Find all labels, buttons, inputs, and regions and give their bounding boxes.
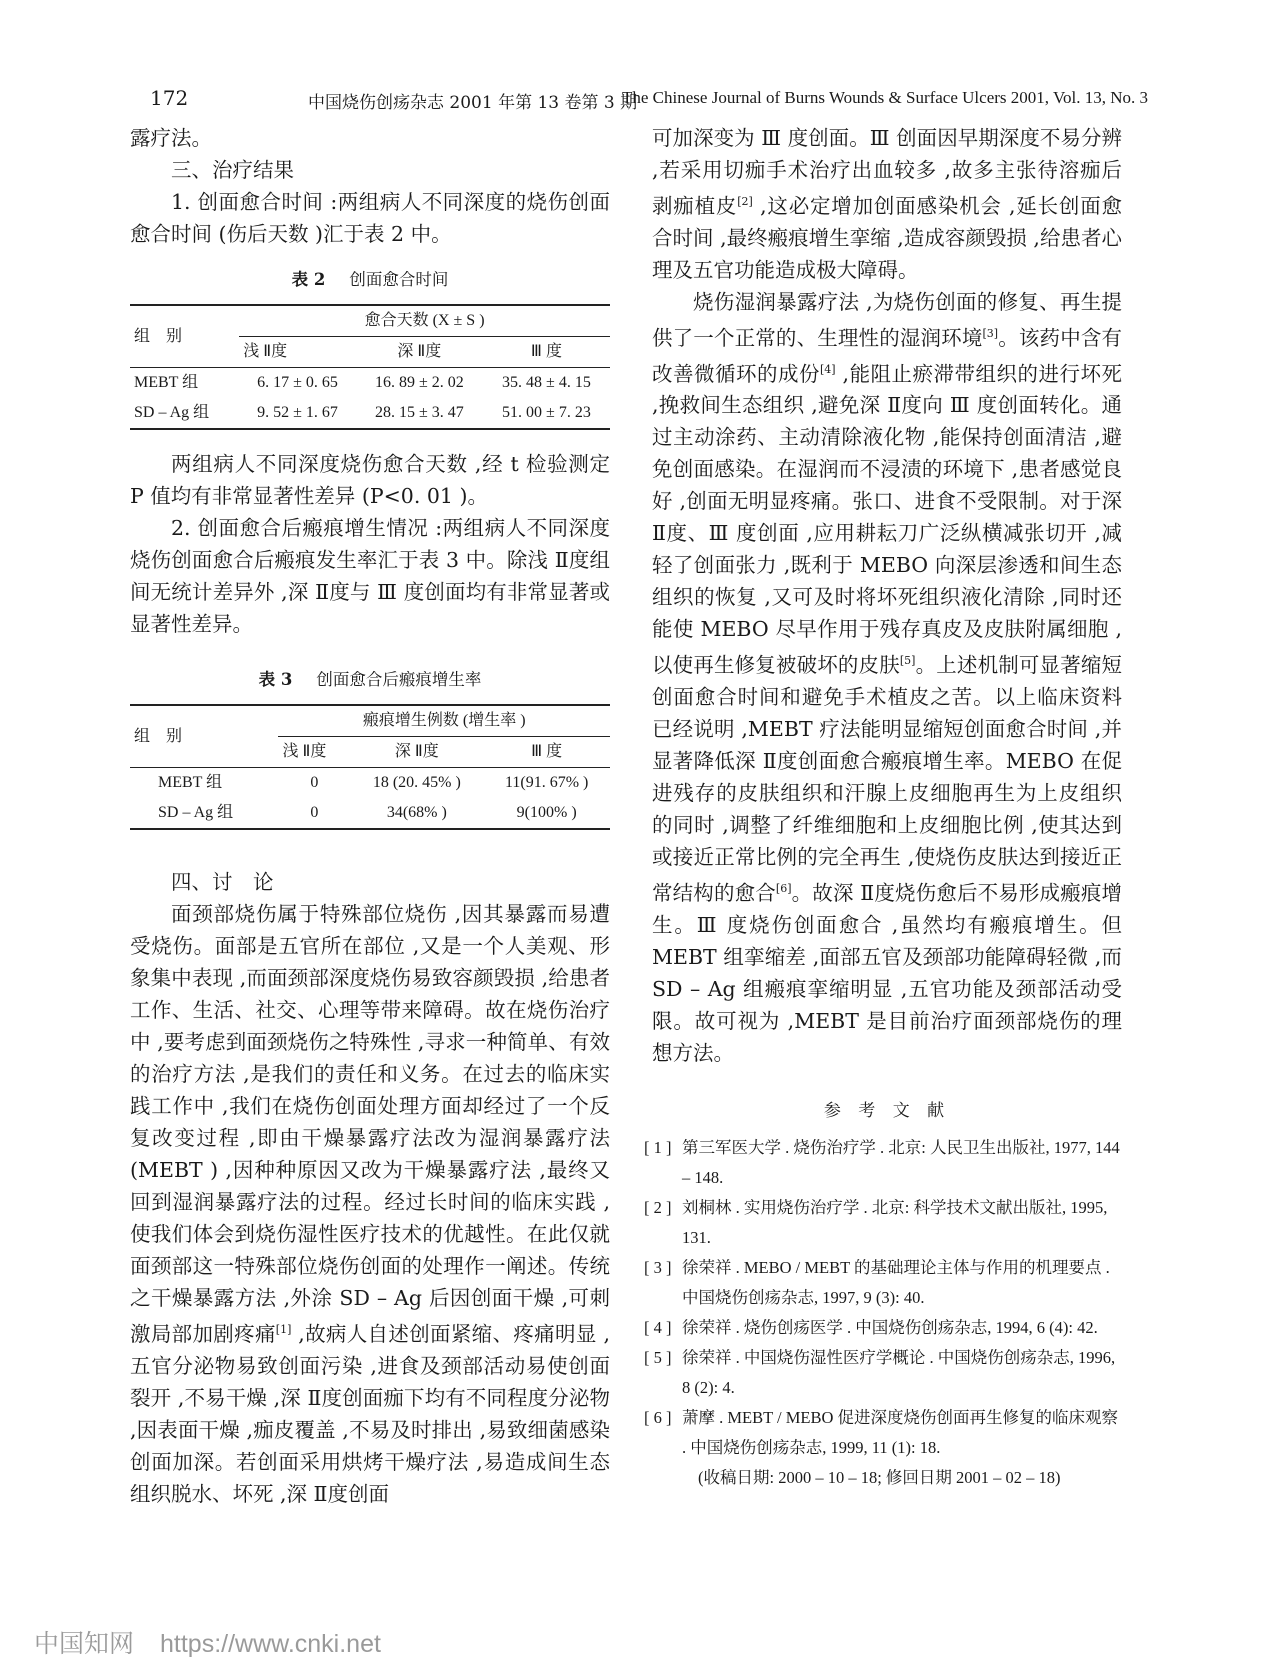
reference-item: [644, 1253, 1122, 1313]
reference-item: [644, 1133, 1122, 1193]
reference-text: 刘桐林 . 实用烧伤治疗学 . 北京: 科学技术文献出版社, 1995, 131.: [682, 1198, 1108, 1248]
watermark-site: https://www.cnki.net: [160, 1630, 381, 1658]
reference-text: 第三军医大学 . 烧伤治疗学 . 北京: 人民卫生出版社, 1977, 144 – 148.: [682, 1138, 1120, 1188]
citation: [4]: [819, 362, 836, 376]
journal-title-en: The Chinese Journal of Burns Wounds & Surface Ulcers 2001, Vol. 13, No. 3: [622, 88, 1149, 107]
paragraph: [652, 286, 1122, 1069]
received-date: (收稿日期: 2000 – 10 – 18; 修回日期 2001 – 02 – 18): [698, 1468, 1061, 1488]
table-header-col: 深 Ⅱ度: [356, 337, 483, 368]
table-cell: 0: [310, 774, 319, 791]
table-header-col: Ⅲ 度: [483, 737, 610, 768]
paragraph: 两组病人不同深度烧伤愈合天数 ,经 t 检验测定 P 值均有非常显著性差异 (P<0. 01 )。: [130, 452, 610, 508]
reference-number: [ 2 ]: [644, 1198, 672, 1218]
citation: [3]: [982, 326, 999, 340]
text-run: 。故深 Ⅱ度烧伤愈后不易形成瘢痕增生。Ⅲ 度烧伤创面愈合 ,虽然均有瘢痕增生。但 MEBT 组挛缩差 ,面部五官及颈部功能障碍轻微 ,而 SD – Ag 组瘢痕挛缩明显 ,五官功能及颈部活动受限。故可视为 ,MEBT 是目前治疗面颈部烧伤的理想方法。: [652, 881, 1123, 1066]
table-cell: 18 (20. 45% ): [372, 774, 461, 791]
table-header-col: 深 Ⅱ度: [350, 737, 483, 768]
cnki-watermark: [34, 1624, 381, 1660]
table-healing-time: [130, 304, 610, 430]
text-run: ,故病人自述创面紧缩、疼痛明显 ,五官分泌物易致创面污染 ,进食及颈部活动易使创面裂开 ,不易干燥 ,深 Ⅱ度创面痂下均有不同程度分泌物 ,因表面干燥 ,痂皮覆盖 ,不易及时排出 ,易致细菌感染创面加深。若创面采用烘烤干燥疗法 ,易造成间生态组织脱水、坏死 ,深 Ⅱ度创面: [130, 1321, 611, 1506]
table-cell: MEBT 组: [158, 774, 223, 791]
table-label: 表 2: [291, 270, 326, 289]
table-caption: [130, 664, 610, 696]
table-header-col: 浅 Ⅱ度: [278, 737, 350, 768]
reference-number: [ 6 ]: [644, 1408, 672, 1428]
text-run: 。上述机制可显著缩短创面愈合时间和避免手术植皮之苦。以上临床资料已经说明 ,MEBT 疗法能明显缩短创面愈合时间 ,并显著降低深 Ⅱ度创面愈合瘢痕增生率。MEBO 在促进残存的皮肤组织和汗腺上皮细胞再生为上皮组织的同时 ,调整了纤维细胞和上皮细胞比例 ,使其达到或接近正常比例的完全再生 ,使烧伤皮肤达到接近正常结构的愈合: [652, 653, 1123, 906]
references-heading: 参 考 文 献: [823, 1101, 951, 1122]
table-cell: 34(68% ): [386, 804, 447, 821]
paragraph: [652, 122, 1122, 286]
table-row: [130, 398, 610, 429]
table-caption: [130, 264, 610, 296]
table-cell: 6. 17 ± 0. 65: [257, 374, 338, 391]
reference-text: 徐荣祥 . 烧伤创疡医学 . 中国烧伤创疡杂志, 1994, 6 (4): 42.: [682, 1318, 1098, 1338]
section-heading: 三、治疗结果: [171, 158, 294, 182]
table-cell: 28. 15 ± 3. 47: [374, 404, 464, 421]
table-header-group: 组 别: [130, 705, 278, 768]
right-column: [644, 122, 1123, 1493]
paragraph: 露疗法。: [130, 126, 212, 150]
reference-number: [ 3 ]: [644, 1258, 672, 1278]
reference-item: [644, 1313, 1122, 1343]
text-run: ,能阻止瘀滞带组织的进行坏死 ,挽救间生态组织 ,避免深 Ⅱ度向 Ⅲ 度创面转化。通过主动涂药、主动清除液化物 ,能保持创面清洁 ,避免创面感染。在湿润而不浸渍的环境下 ,患者感觉良好 ,创面无明显疼痛。张口、进食不受限制。对于深 Ⅱ度、Ⅲ 度创面 ,应用耕耘刀广泛纵横减张切开 ,减轻了创面张力 ,既利于 MEBO 向深层渗透和间生态组织的恢复 ,又可及时将坏死组织液化清除 ,同时还能使 MEBO 尽早作用于残存真皮及皮肤附属细胞 ,以使再生修复被破坏的皮肤: [652, 361, 1122, 678]
table-cell: 0: [310, 804, 319, 821]
citation: [5]: [899, 654, 916, 668]
text-run: 烧伤湿润暴露疗法 ,为烧伤创面的修复、再生提供了一个正常的、生理性的湿润环境: [652, 289, 1122, 350]
reference-text: 徐荣祥 . MEBO / MEBT 的基础理论主体与作用的机理要点 . 中国烧伤创疡杂志, 1997, 9 (3): 40.: [682, 1258, 1110, 1308]
reference-text: 萧摩 . MEBT / MEBO 促进深度烧伤创面再生修复的临床观察 . 中国烧伤创疡杂志, 1999, 11 (1): 18.: [682, 1408, 1119, 1458]
reference-item: [644, 1193, 1122, 1253]
table-header-group: 组 别: [130, 305, 239, 368]
left-column: [130, 122, 610, 1510]
text-run: 。该药中含有改善微循环的成份: [652, 325, 1123, 386]
reference-list: [644, 1133, 1122, 1463]
table-row: [130, 768, 610, 799]
table-row: [130, 798, 610, 829]
table-header-col: 浅 Ⅱ度: [239, 337, 356, 368]
citation: [1]: [275, 1323, 292, 1336]
journal-title-cn: 中国烧伤创疡杂志 2001 年第 13 卷第 3 期: [308, 93, 638, 113]
reference-number: [ 1 ]: [644, 1138, 672, 1158]
table-row: [130, 368, 610, 399]
text-run: 可加深变为 Ⅲ 度创面。Ⅲ 创面因早期深度不易分辨 ,若采用切痂手术治疗出血较多 ,故多主张待溶痂后剥痂植皮: [652, 126, 1122, 218]
paragraph: [130, 898, 610, 1510]
table-title: 创面愈合时间: [349, 270, 449, 289]
table-cell: 11(91. 67% ): [504, 774, 589, 791]
page-number: 172: [150, 86, 189, 110]
table-cell: 9. 52 ± 1. 67: [257, 404, 338, 421]
table-header-col: Ⅲ 度: [483, 337, 610, 368]
table-cell: 35. 48 ± 4. 15: [502, 374, 591, 391]
table-label: 表 3: [258, 670, 293, 689]
table-cell: 16. 89 ± 2. 02: [374, 374, 464, 391]
watermark-brand: 中国知网: [34, 1630, 135, 1658]
reference-text: 徐荣祥 . 中国烧伤湿性医疗学概论 . 中国烧伤创疡杂志, 1996, 8 (2): 4.: [682, 1348, 1116, 1398]
reference-number: [ 5 ]: [644, 1348, 672, 1368]
table-header-span: 瘢痕增生例数 (增生率 ): [362, 712, 526, 729]
text-run: ,这必定增加创面感染机会 ,延长创面愈合时间 ,最终瘢痕增生挛缩 ,造成容颜毁损 ,给患者心理及五官功能造成极大障碍。: [652, 193, 1122, 282]
paragraph: 1. 创面愈合时间 :两组病人不同深度的烧伤创面愈合时间 (伤后天数 )汇于表 2 中。: [130, 190, 610, 246]
text-run: 面颈部烧伤属于特殊部位烧伤 ,因其暴露而易遭受烧伤。面部是五官所在部位 ,又是一个人美观、形象集中表现 ,而面颈部深度烧伤易致容颜毁损 ,给患者工作、生活、社交、心理等带来障碍。故在烧伤治疗中 ,要考虑到面颈烧伤之特殊性 ,寻求一种简单、有效的治疗方法 ,是我们的责任和义务。在过去的临床实践工作中 ,我们在烧伤创面处理方面却经过了一个反复改变过程 ,即由干燥暴露疗法改为湿润暴露疗法 (MEBT ) ,因种种原因又改为干燥暴露疗法 ,最终又回到湿润暴露疗法的过程。经过长时间的临床实践 ,使我们体会到烧伤湿性医疗技术的优越性。在此仅就面颈部这一特殊部位烧伤创面的处理作一阐述。传统之干燥暴露方法 ,外涂 SD – Ag 后因创面干燥 ,可刺激局部加剧疼痛: [130, 902, 610, 1346]
section-heading: 四、讨 论: [171, 870, 274, 894]
table-header-span: 愈合天数 (X ± S ): [364, 312, 485, 329]
table-cell: 51. 00 ± 7. 23: [502, 404, 591, 421]
page-header: [150, 86, 1149, 116]
reference-item: [644, 1403, 1122, 1463]
paragraph: 2. 创面愈合后瘢痕增生情况 :两组病人不同深度烧伤创面愈合后瘢痕发生率汇于表 3 中。除浅 Ⅱ度组间无统计差异外 ,深 Ⅱ度与 Ⅲ 度创面均有非常显著或显著性差异。: [130, 516, 610, 636]
table-cell: 9(100% ): [516, 804, 577, 821]
reference-number: [ 4 ]: [644, 1318, 672, 1338]
table-scar-rate: [130, 704, 610, 830]
table-cell: SD – Ag 组: [158, 804, 234, 821]
table-cell: MEBT 组: [134, 374, 199, 391]
reference-item: [644, 1343, 1122, 1403]
table-title: 创面愈合后瘢痕增生率: [316, 670, 482, 689]
table-cell: SD – Ag 组: [134, 404, 210, 421]
citation: [2]: [737, 195, 753, 208]
citation: [6]: [775, 882, 792, 896]
